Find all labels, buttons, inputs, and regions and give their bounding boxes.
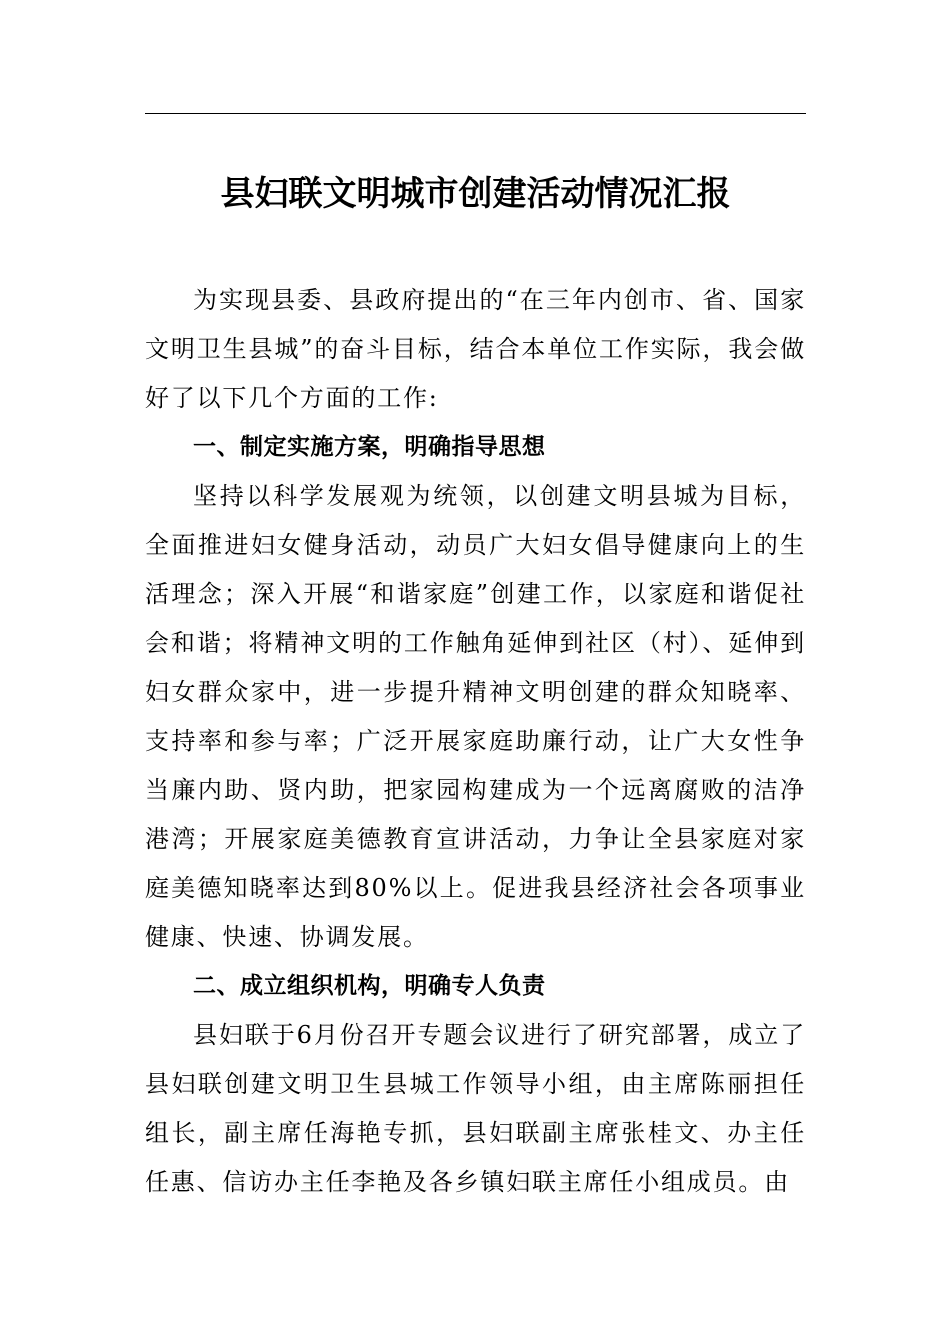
document-title: 县妇联文明城市创建活动情况汇报 xyxy=(220,174,731,214)
intro-paragraph: 为实现县委、县政府提出的“在三年内创市、省、国家文明卫生县城”的奋斗目标，结合本单位工作实际，我会做好了以下几个方面的工作: xyxy=(145,286,806,412)
section-1-paragraph: 坚持以科学发展观为统领，以创建文明县城为目标，全面推进妇女健身活动，动员广大妇女倡导健康向上的生活理念；深入开展“和谐家庭”创建工作，以家庭和谐促社会和谐；将精神文明的工作触角延伸到社区（村）、延伸到妇女群众家中，进一步提升精神文明创建的群众知晓率、支持率和参与率；广泛开展家庭助廉行动，让广大女性争当廉内助、贤内助，把家园构建成为一个远离腐败的洁净港湾；开展家庭美德教育宣讲活动，力争让全县家庭对家庭美德知晓率达到80%以上。促进我县经济社会各项事业健康、快速、协调发展。 xyxy=(145,482,806,951)
section-2-paragraph: 县妇联于6月份召开专题会议进行了研究部署，成立了县妇联创建文明卫生县城工作领导小组，由主席陈丽担任组长，副主席任海艳专抓，县妇联副主席张桂文、办主任任惠、信访办主任李艳及各乡镇妇联主席任小组成员。由 xyxy=(145,1021,806,1196)
document-body xyxy=(145,276,806,1207)
header-rule xyxy=(145,113,806,114)
section-heading-1: 一、制定实施方案，明确指导思想 xyxy=(193,434,546,460)
section-heading-2: 二、成立组织机构，明确专人负责 xyxy=(193,973,546,999)
